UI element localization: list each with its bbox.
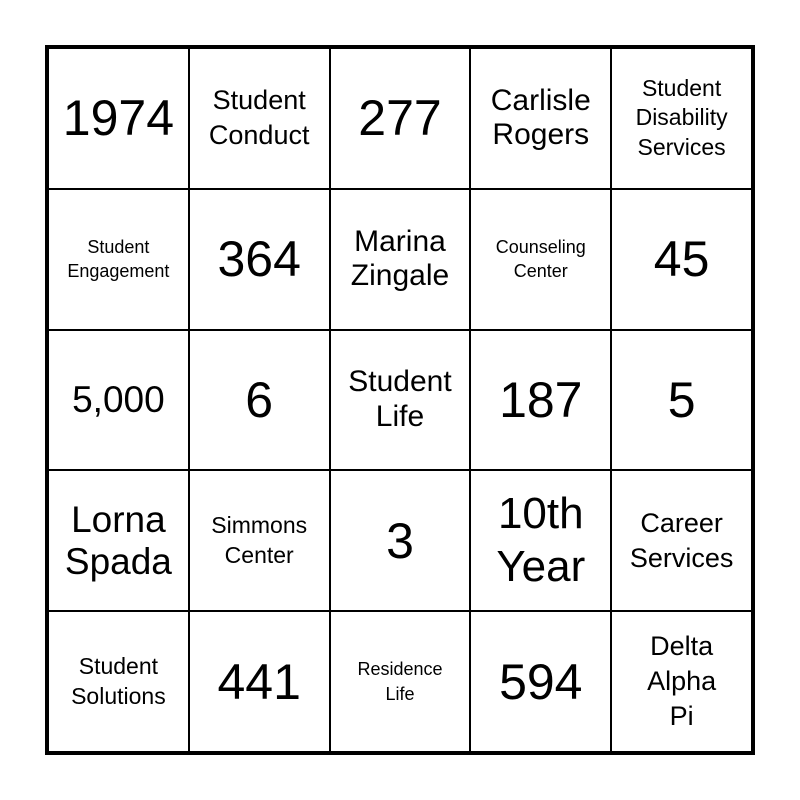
bingo-cell-r1c1[interactable] xyxy=(48,48,189,189)
cell-text: Student Life xyxy=(348,365,452,433)
cell-text: Lorna Spada xyxy=(64,499,172,582)
bingo-cell-r4c5[interactable] xyxy=(611,470,752,611)
cell-text: 594 xyxy=(499,653,583,710)
bingo-card xyxy=(45,45,755,755)
bingo-cell-r5c3[interactable] xyxy=(330,611,471,752)
cell-text: 6 xyxy=(245,371,274,428)
cell-text: Career Services xyxy=(629,507,734,573)
cell-text: 5,000 xyxy=(72,379,165,421)
bingo-cell-r2c1[interactable] xyxy=(48,189,189,330)
cell-text: Counseling Center xyxy=(495,236,586,282)
cell-text: 3 xyxy=(386,512,414,569)
cell-text: Student Conduct xyxy=(208,85,310,151)
bingo-cell-r5c4[interactable] xyxy=(470,611,611,752)
bingo-cell-r2c5[interactable] xyxy=(611,189,752,330)
bingo-cell-r3c2[interactable] xyxy=(189,330,330,471)
bingo-cell-r3c4[interactable] xyxy=(470,330,611,471)
cell-text: 1974 xyxy=(62,90,175,147)
bingo-cell-r4c4[interactable] xyxy=(470,470,611,611)
cell-text: Residence Life xyxy=(357,659,443,704)
bingo-cell-r5c1[interactable] xyxy=(48,611,189,752)
bingo-cell-r1c3[interactable] xyxy=(330,48,471,189)
cell-text: 10th Year xyxy=(496,488,586,591)
cell-text: 277 xyxy=(358,90,442,147)
cell-text: Delta Alpha Pi xyxy=(647,630,717,732)
bingo-cell-r4c3[interactable] xyxy=(330,470,471,611)
cell-text: 5 xyxy=(667,371,696,428)
cell-text: 187 xyxy=(499,371,583,428)
cell-text: Carlisle Rogers xyxy=(490,83,591,152)
bingo-cell-r4c2[interactable] xyxy=(189,470,330,611)
cell-text: Student Engagement xyxy=(67,236,170,282)
bingo-cell-r5c2[interactable] xyxy=(189,611,330,752)
bingo-cell-r2c4[interactable] xyxy=(470,189,611,330)
bingo-cell-r3c1[interactable] xyxy=(48,330,189,471)
bingo-cell-r3c3[interactable] xyxy=(330,330,471,471)
bingo-cell-r1c2[interactable] xyxy=(189,48,330,189)
cell-text: 45 xyxy=(653,231,710,288)
cell-text: Student Solutions xyxy=(71,652,166,709)
bingo-cell-r3c5[interactable] xyxy=(611,330,752,471)
bingo-cell-r2c2[interactable] xyxy=(189,189,330,330)
bingo-cell-r1c4[interactable] xyxy=(470,48,611,189)
bingo-cell-r4c1[interactable] xyxy=(48,470,189,611)
cell-text: 441 xyxy=(217,653,301,710)
bingo-cell-r2c3[interactable] xyxy=(330,189,471,330)
cell-text: Simmons Center xyxy=(211,511,308,568)
bingo-cell-r5c5[interactable] xyxy=(611,611,752,752)
cell-text: Student Disability Services xyxy=(635,74,728,161)
cell-text: Marina Zingale xyxy=(350,224,450,293)
bingo-cell-r1c5[interactable] xyxy=(611,48,752,189)
cell-text: 364 xyxy=(217,231,301,288)
